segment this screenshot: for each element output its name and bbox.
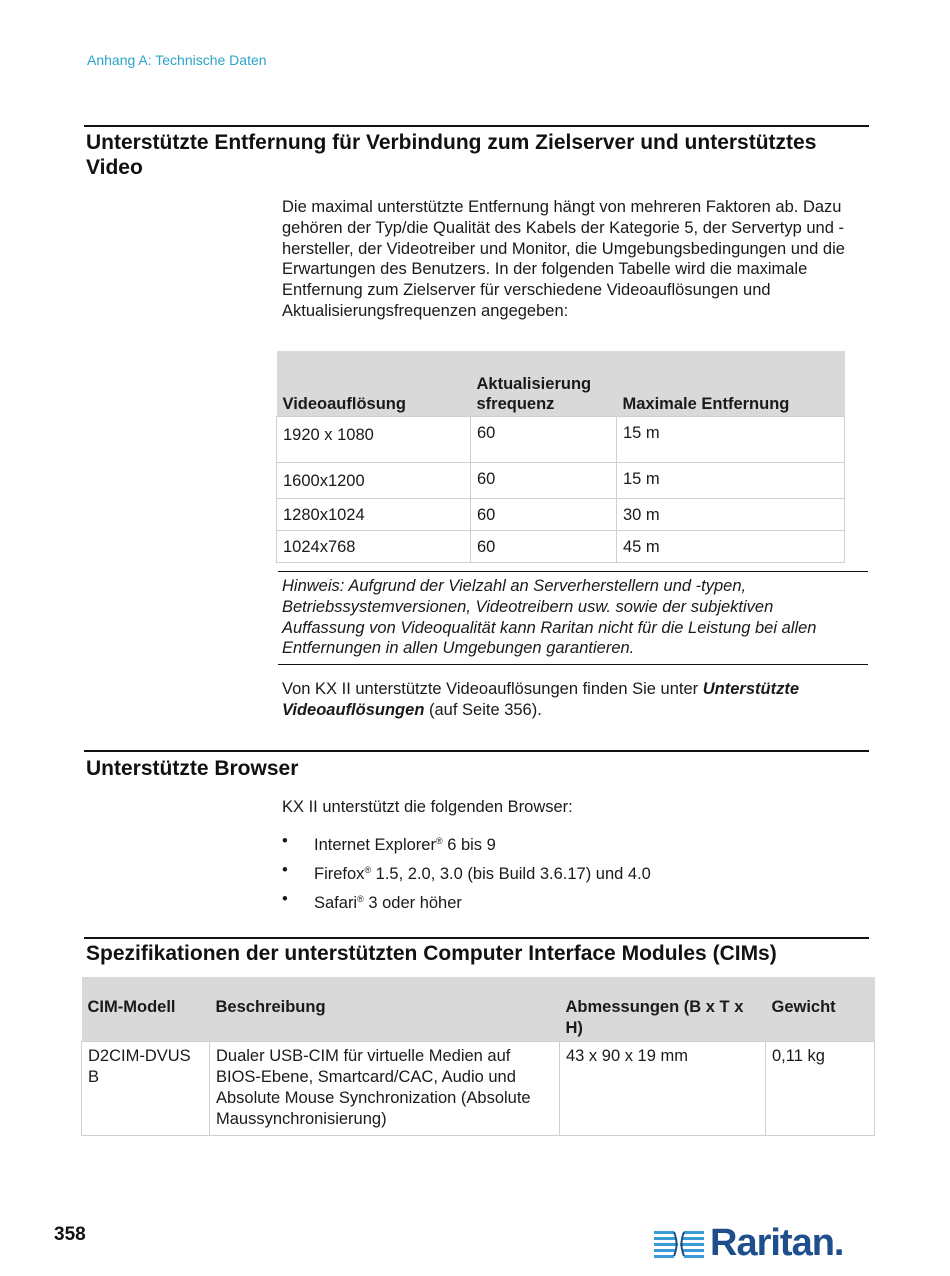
table-cell: 1024x768 xyxy=(277,530,471,562)
column-header: Aktualisierung sfrequenz xyxy=(471,351,617,416)
table-cell: D2CIM-DVUS B xyxy=(82,1042,210,1136)
table-row xyxy=(82,1042,875,1136)
bullet-glyph: • xyxy=(282,832,288,850)
registered-mark: ® xyxy=(435,836,443,846)
column-header: CIM-Modell xyxy=(82,977,210,1042)
table-row xyxy=(277,462,845,498)
table-cell: 43 x 90 x 19 mm xyxy=(560,1042,766,1136)
list-item xyxy=(282,859,842,888)
logo-wordmark: Raritan. xyxy=(710,1222,844,1264)
video-distance-table xyxy=(276,351,845,563)
section-rule xyxy=(84,750,869,752)
note-box xyxy=(278,571,868,665)
column-header: Abmessungen (B x T x H) xyxy=(560,977,766,1042)
table-cell: 45 m xyxy=(617,530,845,562)
section-rule xyxy=(84,125,869,127)
running-header: Anhang A: Technische Daten xyxy=(87,52,267,68)
reference-page: (auf Seite 356). xyxy=(424,700,542,719)
section-title-cims: Spezifikationen der unterstützten Computer Interface Modules (CIMs) xyxy=(86,942,777,965)
column-header: Gewicht xyxy=(766,977,875,1042)
list-item xyxy=(282,830,842,859)
browser-versions: 3 oder höher xyxy=(363,894,462,912)
column-header: Maximale Entfernung xyxy=(617,351,845,416)
table-cell: 0,11 kg xyxy=(766,1042,875,1136)
table-cell: 15 m xyxy=(617,416,845,462)
browser-list xyxy=(282,830,842,917)
cross-reference-paragraph xyxy=(282,679,862,721)
browser-name: Internet Explorer xyxy=(314,836,436,854)
browser-name: Firefox xyxy=(314,865,365,883)
table-cell: Dualer USB-CIM für virtuelle Medien auf BIOS-Ebene, Smartcard/CAC, Audio und Absolute Mouse Synchronization (Absolute Maussynchronisierung) xyxy=(210,1042,560,1136)
section-title-distance: Unterstützte Entfernung für Verbindung zum Zielserver und unterstütztes Video xyxy=(86,131,817,179)
column-header: Videoauflösung xyxy=(277,351,471,416)
table-cell: 60 xyxy=(471,498,617,530)
list-item xyxy=(282,888,842,917)
bullet-glyph: • xyxy=(282,861,288,879)
browser-versions: 6 bis 9 xyxy=(442,836,496,854)
raritan-logo xyxy=(652,1222,852,1264)
table-cell: 15 m xyxy=(617,462,845,498)
table-cell: 1920 x 1080 xyxy=(277,416,471,462)
note-text: Hinweis: Aufgrund der Vielzahl an Serverherstellern und -typen, Betriebssystemversionen, Videotreibern usw. sowie der subjektiven Auffassung von Videoqualität kann Raritan nicht für die Leistung bei allen Entfernungen in allen Umgebungen garantieren. xyxy=(282,577,817,658)
table-header-row xyxy=(277,351,845,416)
cim-spec-table xyxy=(81,977,875,1136)
table-header-row xyxy=(82,977,875,1042)
table-cell: 60 xyxy=(471,416,617,462)
table-cell: 60 xyxy=(471,462,617,498)
table-row xyxy=(277,498,845,530)
cross-reference-link[interactable]: Unterstützte Videoauflösungen xyxy=(282,680,800,719)
table-cell: 1600x1200 xyxy=(277,462,471,498)
section-title-browsers: Unterstützte Browser xyxy=(86,757,299,780)
table-row xyxy=(277,530,845,562)
table-cell: 30 m xyxy=(617,498,845,530)
table-cell: 1280x1024 xyxy=(277,498,471,530)
browser-versions: 1.5, 2.0, 3.0 (bis Build 3.6.17) und 4.0 xyxy=(371,865,651,883)
registered-mark: ® xyxy=(364,865,372,875)
raritan-emblem-icon xyxy=(652,1222,708,1264)
column-header: Beschreibung xyxy=(210,977,560,1042)
reference-text: Von KX II unterstützte Videoauflösungen finden Sie unter xyxy=(282,680,703,698)
table-cell: 60 xyxy=(471,530,617,562)
table-row xyxy=(277,416,845,462)
bullet-glyph: • xyxy=(282,890,288,908)
browser-intro: KX II unterstützt die folgenden Browser: xyxy=(282,798,573,816)
browser-name: Safari xyxy=(314,894,358,912)
registered-mark: ® xyxy=(357,894,364,904)
section-rule xyxy=(84,937,869,939)
page-number: 358 xyxy=(54,1224,86,1245)
intro-paragraph: Die maximal unterstützte Entfernung hängt von mehreren Faktoren ab. Dazu gehören der Typ/die Qualität des Kabels der Kategorie 5, der Servertyp und -hersteller, der Videotreiber und Monitor, die Umgebungsbedingungen und die Erwartungen des Benutzers. In der folgenden Tabelle wird die maximale Entfernung zum Zielserver für verschiedene Videoauflösungen und Aktualisierungsfrequenzen angegeben: xyxy=(282,198,845,320)
